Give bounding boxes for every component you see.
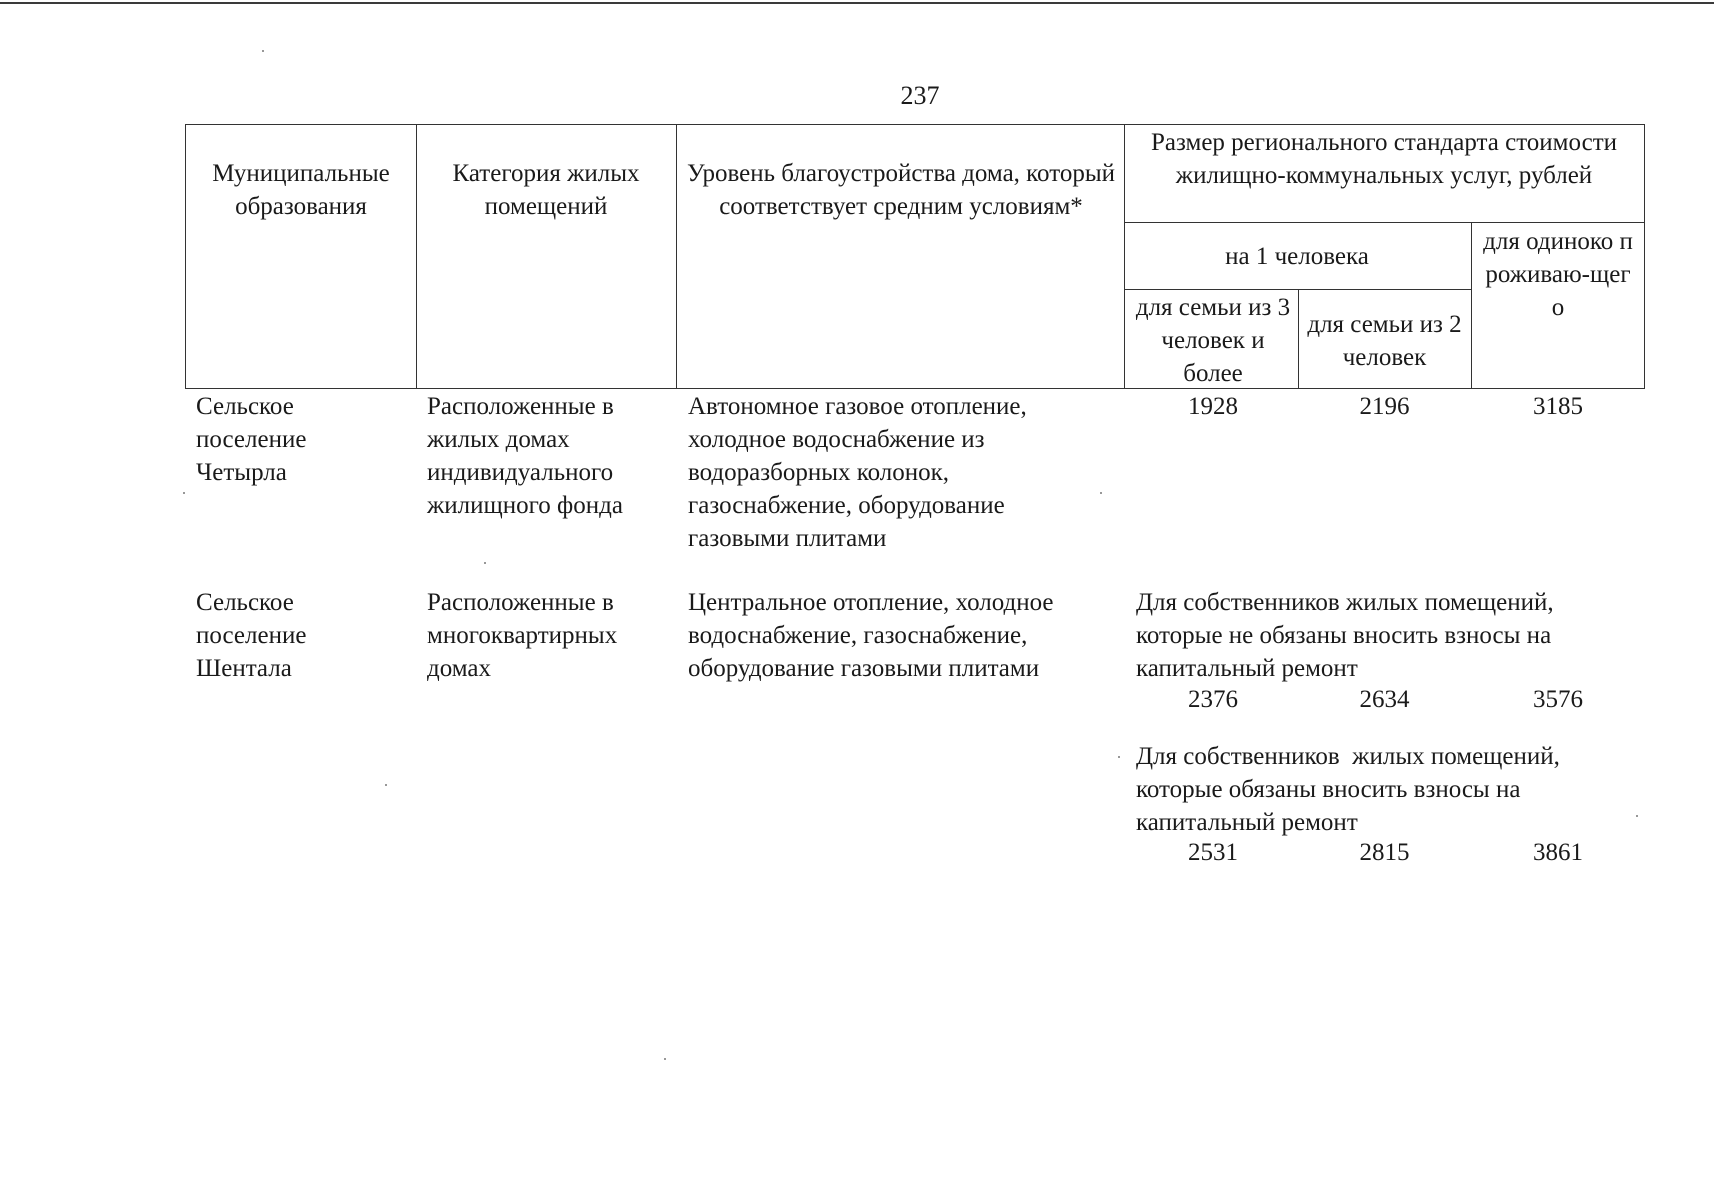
row1-value-family2: 2196 bbox=[1359, 393, 1410, 420]
row2-group2-value-single: 3861 bbox=[1533, 839, 1583, 866]
scan-speck bbox=[385, 784, 387, 786]
col-divider-5 bbox=[1471, 222, 1472, 389]
row2-group1-note: Для собственников жилых помещений, которые не обязаны вносить взносы на капитальный ремонт bbox=[1136, 589, 1554, 682]
scan-speck bbox=[262, 50, 264, 52]
row2-category: Расположенные в многоквартирных домах bbox=[427, 589, 618, 682]
page-top-rule bbox=[0, 2, 1714, 4]
col-divider-3 bbox=[1124, 124, 1125, 389]
row1-value-single: 3185 bbox=[1533, 393, 1583, 420]
row2-group2-value-family3: 2531 bbox=[1188, 839, 1238, 866]
header-category: Категория жилых помещений bbox=[452, 160, 640, 220]
row1-amenities: Автономное газовое отопление, холодное водоснабжение из водоразборных колонок, газоснабжение, оборудование газовыми плитами bbox=[688, 393, 1027, 552]
row1-municipality: Сельское поселение Четырла bbox=[196, 393, 307, 486]
header-single: для одиноко проживаю-щего bbox=[1483, 228, 1633, 321]
scan-speck bbox=[484, 562, 486, 564]
standard-subheader-border bbox=[1124, 222, 1645, 223]
scan-speck bbox=[664, 1058, 666, 1060]
scan-speck bbox=[1118, 756, 1120, 758]
table-right-border bbox=[1644, 124, 1645, 389]
header-amenities: Уровень благоустройства дома, который соответствует средним условиям* bbox=[687, 160, 1115, 220]
header-family3: для семьи из 3 человек и более bbox=[1135, 294, 1291, 387]
row1-value-family3: 1928 bbox=[1188, 393, 1238, 420]
scan-speck bbox=[1636, 815, 1638, 817]
row2-group1-value-family2: 2634 bbox=[1359, 686, 1410, 713]
row1-category: Расположенные в жилых домах индивидуального жилищного фонда bbox=[427, 393, 623, 519]
page-number: 237 bbox=[900, 81, 940, 110]
table-left-border bbox=[185, 124, 186, 389]
col-divider-2 bbox=[676, 124, 677, 389]
scan-speck bbox=[183, 492, 185, 494]
row2-group1-value-single: 3576 bbox=[1533, 686, 1583, 713]
col-divider-4 bbox=[1298, 289, 1299, 389]
header-family2: для семьи из 2 человек bbox=[1307, 311, 1462, 371]
row2-group1-value-family3: 2376 bbox=[1188, 686, 1238, 713]
row2-group2-value-family2: 2815 bbox=[1359, 839, 1410, 866]
header-per-person: на 1 человека bbox=[1225, 243, 1369, 270]
row2-group2-note: Для собственников жилых помещений, которые обязаны вносить взносы на капитальный ремонт bbox=[1136, 743, 1567, 836]
header-municipality: Муниципальные образования bbox=[212, 160, 390, 220]
row2-amenities: Центральное отопление, холодное водоснабжение, газоснабжение, оборудование газовыми плитами bbox=[688, 589, 1054, 682]
col-divider-1 bbox=[416, 124, 417, 389]
header-bottom-border bbox=[185, 388, 1645, 389]
header-standard: Размер регионального стандарта стоимости жилищно-коммунальных услуг, рублей bbox=[1150, 129, 1618, 189]
scan-speck bbox=[1100, 492, 1102, 494]
table-top-border bbox=[185, 124, 1645, 125]
row2-municipality: Сельское поселение Шентала bbox=[196, 589, 307, 682]
